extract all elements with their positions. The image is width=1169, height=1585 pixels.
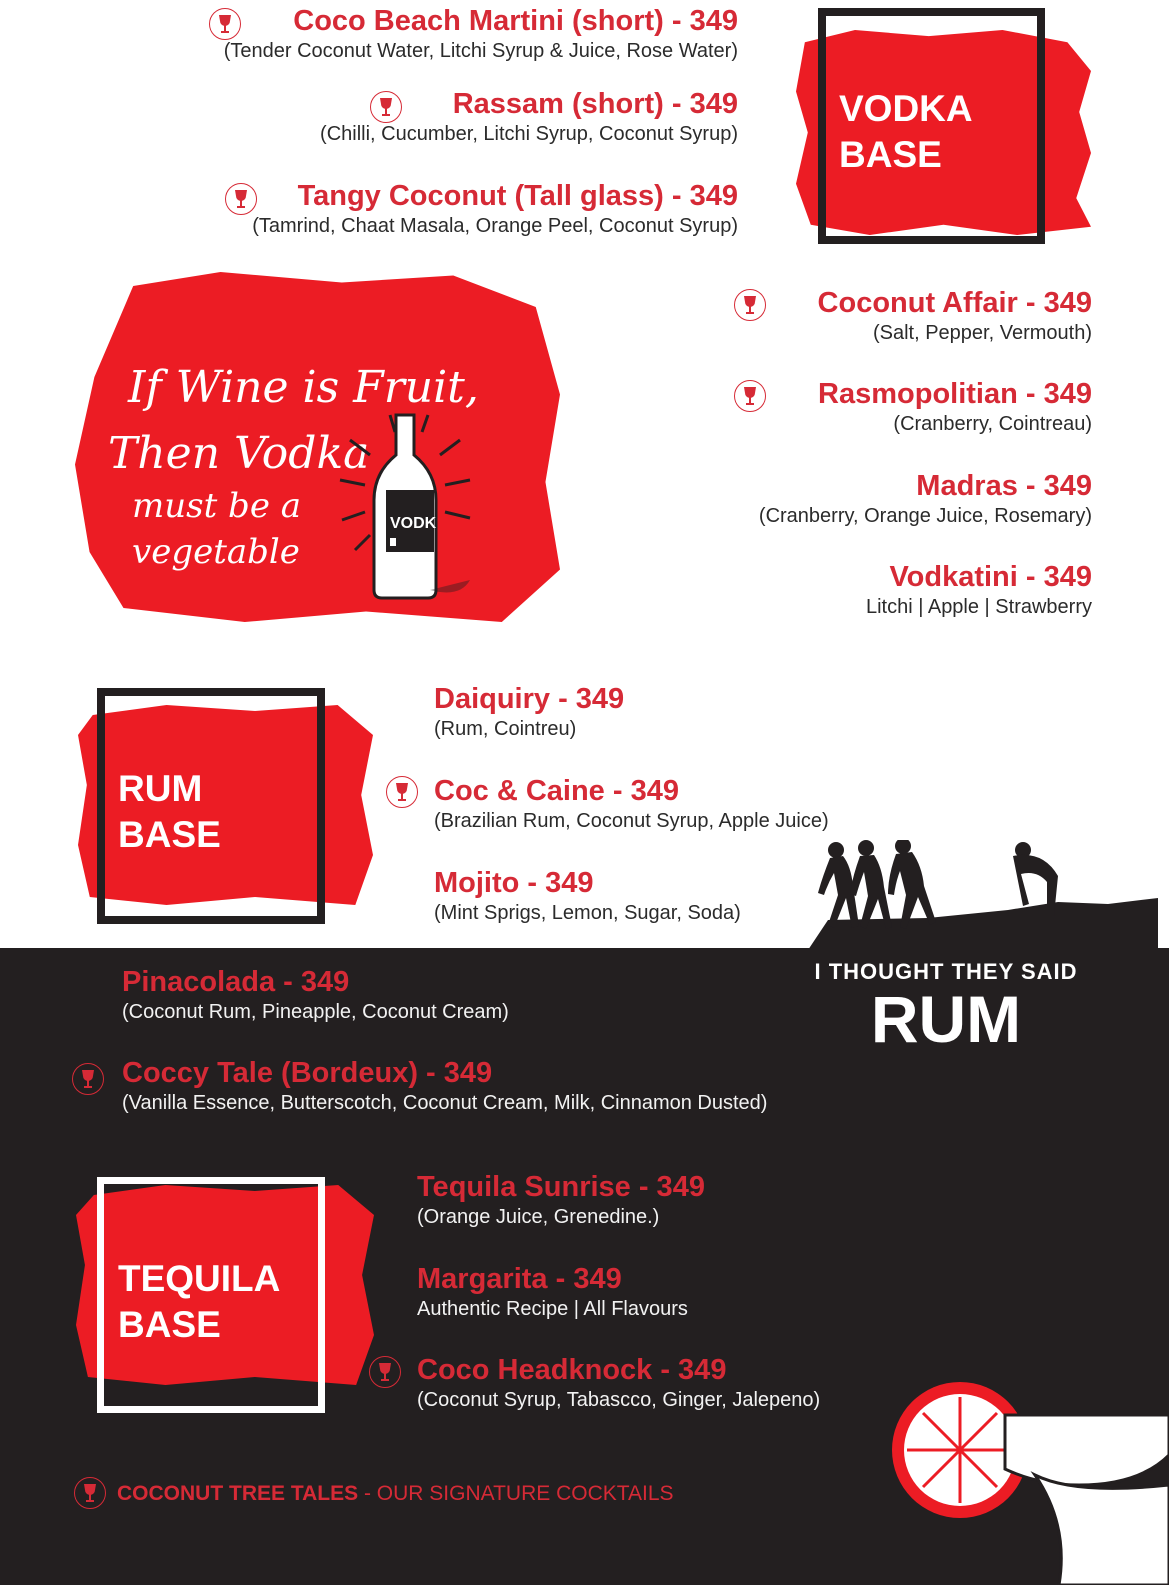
- item-name: Coco Beach Martini (short) - 349: [293, 5, 738, 37]
- vodka-base-label: VODKA BASE: [839, 88, 973, 175]
- wine-glass-icon: [386, 776, 418, 808]
- vodka-bottle-illustration: [330, 400, 480, 610]
- runners-illustration: [808, 840, 1169, 950]
- item-desc: (Tender Coconut Water, Litchi Syrup & Juice, Rose Water): [223, 40, 738, 62]
- item-name: Pinacolada - 349: [122, 966, 350, 998]
- wine-glass-icon: [734, 380, 766, 412]
- quote-line-1: If Wine is Fruit,: [128, 362, 479, 413]
- item-name: Tangy Coconut (Tall glass) - 349: [297, 180, 738, 212]
- menu-item: [434, 682, 624, 742]
- menu-item: [818, 286, 1092, 346]
- menu-item: [759, 469, 1092, 529]
- quote-line-4: vegetable: [132, 532, 300, 572]
- menu-item: [417, 1170, 705, 1230]
- wine-glass-icon: [225, 183, 257, 215]
- menu-item: [122, 1056, 767, 1116]
- item-desc: (Cranberry, Orange Juice, Rosemary): [758, 505, 1092, 527]
- item-desc: (Rum, Cointreu): [434, 718, 577, 740]
- item-desc: (Salt, Pepper, Vermouth): [872, 322, 1092, 344]
- quote-line-3: must be a: [132, 486, 302, 526]
- item-name: Coconut Affair - 349: [817, 287, 1092, 319]
- menu-item: [417, 1353, 820, 1413]
- item-desc: (Cranberry, Cointreau): [893, 413, 1092, 435]
- item-name: Rasmopolitian - 349: [818, 378, 1092, 410]
- rum-joke-line-1: I THOUGHT THEY SAID: [814, 959, 1078, 984]
- item-desc: Authentic Recipe | All Flavours: [417, 1298, 688, 1320]
- menu-item: [866, 560, 1092, 620]
- legend-light: - OUR SIGNATURE COCKTAILS: [358, 1482, 674, 1505]
- quote-line-2: Then Vodka: [108, 428, 370, 479]
- wine-glass-icon: [72, 1063, 104, 1095]
- legend-bold: COCONUT TREE TALES: [117, 1482, 359, 1505]
- signature-legend: [117, 1482, 674, 1506]
- item-desc: Litchi | Apple | Strawberry: [865, 596, 1092, 618]
- item-name: Madras - 349: [916, 470, 1092, 502]
- item-desc: (Mint Sprigs, Lemon, Sugar, Soda): [434, 902, 741, 924]
- menu-item: [252, 179, 738, 239]
- rum-joke-line-2: RUM: [870, 982, 1022, 1056]
- item-name: Rassam (short) - 349: [452, 88, 738, 120]
- item-desc: (Coconut Syrup, Tabascco, Ginger, Jalepeno): [417, 1389, 821, 1411]
- item-name: Tequila Sunrise - 349: [417, 1171, 705, 1203]
- item-desc: (Tamrind, Chaat Masala, Orange Peel, Coconut Syrup): [252, 215, 738, 237]
- wine-glass-icon: [74, 1477, 106, 1509]
- wine-glass-icon: [370, 91, 402, 123]
- wine-glass-icon: [734, 289, 766, 321]
- menu-item: [434, 866, 741, 926]
- item-desc: (Vanilla Essence, Butterscotch, Coconut Cream, Milk, Cinnamon Dusted): [122, 1092, 768, 1114]
- item-name: Daiquiry - 349: [434, 683, 625, 715]
- menu-item: [818, 377, 1092, 437]
- wine-glass-icon: [209, 8, 241, 40]
- menu-item: [434, 774, 829, 834]
- item-name: Coccy Tale (Bordeux) - 349: [122, 1057, 493, 1089]
- item-desc: (Coconut Rum, Pineapple, Coconut Cream): [122, 1001, 509, 1023]
- item-desc: (Brazilian Rum, Coconut Syrup, Apple Juice): [434, 810, 829, 832]
- wine-glass-icon: [369, 1356, 401, 1388]
- rum-base-label: RUM BASE: [118, 768, 221, 855]
- item-desc: (Chilli, Cucumber, Litchi Syrup, Coconut Syrup): [320, 123, 738, 145]
- menu-item: [224, 4, 738, 64]
- item-name: Mojito - 349: [434, 867, 594, 899]
- menu-item: [417, 1262, 688, 1322]
- item-name: Coco Headknock - 349: [417, 1354, 727, 1386]
- item-desc: (Orange Juice, Grenedine.): [417, 1206, 660, 1228]
- item-name: Margarita - 349: [417, 1263, 622, 1295]
- margarita-glass-illustration: [885, 1375, 1169, 1585]
- item-name: Coc & Caine - 349: [434, 775, 679, 807]
- tequila-base-label: TEQUILA BASE: [118, 1258, 281, 1345]
- item-name: Vodkatini - 349: [889, 561, 1092, 593]
- menu-item: [122, 965, 509, 1025]
- svg-text:VODK: VODK: [390, 515, 437, 532]
